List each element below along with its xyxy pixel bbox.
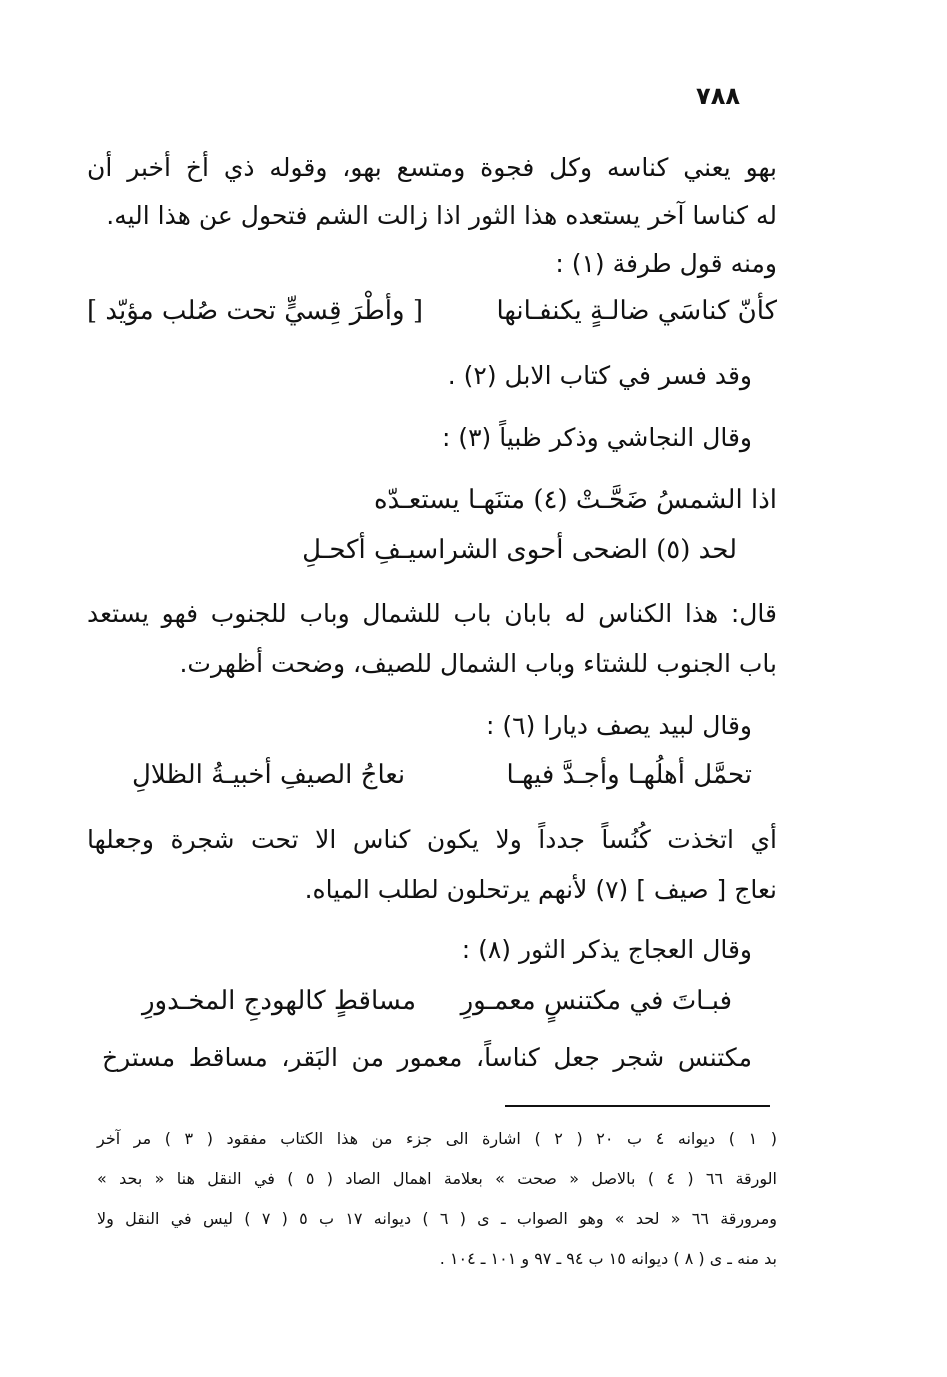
paragraph-line: وقال النجاشي وذكر ظبياً (٣) : <box>441 423 752 452</box>
verse-line <box>142 982 732 1020</box>
footnote-separator <box>505 1105 770 1107</box>
paragraph-line: وقال العجاج يذكر الثور (٨) : <box>461 935 752 964</box>
footnote-line: بد منه ـ ى ( ٨ ) ديوانه ١٥ ب ٩٤ ـ ٩٧ و ١٠١ ـ ١٠٤ . <box>439 1249 777 1268</box>
paragraph-line: له كناسا آخر يستعده هذا الثور اذا زالت الشم فتحول عن هذا اليه. <box>106 201 777 230</box>
verse-line <box>132 756 752 794</box>
footnote-line: ( ١ ) ديوانه ٤ ب ٢٠ ( ٢ ) اشارة الى جزء من هذا الكتاب مفقود ( ٣ ) مر آخر <box>97 1129 778 1148</box>
paragraph-line: باب الجنوب للشتاء وباب الشمال للصيف، وضحت أظهرت. <box>179 649 777 678</box>
paragraph-line: بهو يعني كناسه وكل فجوة ومتسع بهو، وقوله ذي أخ أخبر أن <box>87 153 777 182</box>
paragraph-line: وقال لبيد يصف ديارا (٦) : <box>486 711 752 740</box>
verse-hemistich-second: مساقطٍ كالهودجِ المخـدورِ <box>142 986 417 1016</box>
verse-hemistich-first: تحمَّل أهلُهـا وأجـدَّ فيهـا <box>506 760 752 790</box>
paragraph-line: وقد فسر في كتاب الابل (٢) . <box>447 361 752 390</box>
verse-line <box>87 292 777 330</box>
footnote-line: ومرورقة ٦٦ « لحد » وهو الصواب ـ ى ( ٦ ) ديوانه ١٧ ب ٥ ( ٧ ) ليس في النقل ولا <box>97 1209 778 1228</box>
paragraph-line: نعاج [ صيف ] (٧) لأنهم يرتحلون لطلب المياه. <box>304 875 777 904</box>
verse-hemistich-first: فبـاتَ في مكتنسٍ معمـورِ <box>460 986 732 1016</box>
verse-line: اذا الشمسُ ضَحَّـتْ (٤) متنَهـا يستعـدّه <box>374 485 777 515</box>
paragraph-line: مكتنس شجر جعل كناساً، معمور من البَقر، مساقط مسترخ <box>102 1043 752 1072</box>
page-number: ٧٨٨ <box>696 82 740 110</box>
verse-hemistich-second: نعاجُ الصيفِ أخبيـةُ الظلالِ <box>132 760 406 790</box>
verse-hemistich-second: [ وأطْرَ قِسيٍّ تحت صُلب مؤيّد ] <box>87 296 423 326</box>
paragraph-line: أي اتخذت كُنُساً جدداً ولا يكون كناس الا تحت شجرة وجعلها <box>87 825 777 854</box>
footnote-line: الورقة ٦٦ ( ٤ ) بالاصل « صحت » بعلامة اهمال الصاد ( ٥ ) في النقل هنا « بحد » <box>97 1169 777 1188</box>
paragraph-line: قال: هذا الكناس له بابان باب للشمال وباب للجنوب فهو يستعد <box>87 599 777 628</box>
paragraph-line: ومنه قول طرفة (١) : <box>555 249 777 278</box>
verse-hemistich-first: كأنّ كناسَي ضالـةٍ يكنفـانها <box>496 296 777 326</box>
verse-line: لحد (٥) الضحى أحوى الشراسيـفِ أكحـلِ <box>302 535 737 565</box>
